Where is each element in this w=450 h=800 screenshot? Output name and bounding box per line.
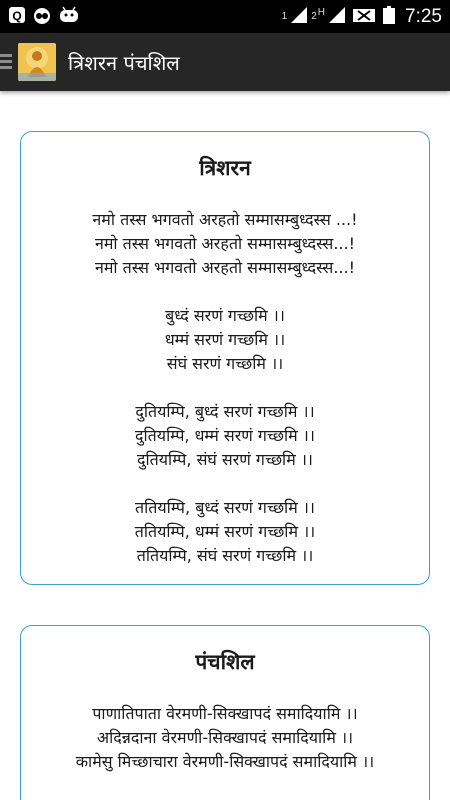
- verse-line: ततियम्पि, बुध्दं सरणं गच्छमि ।।: [135, 498, 315, 517]
- verse-line: नमो तस्स भगवतो अरहतो सम्मासम्बुध्दस्स...!: [94, 234, 356, 253]
- section-title: त्रिशरन: [199, 156, 251, 180]
- verse-line: ततियम्पि, धम्मं सरणं गच्छमि ।।: [134, 522, 316, 541]
- drawer-toggle-button[interactable]: [0, 33, 56, 91]
- system-indicators: [282, 6, 442, 28]
- verse-line: कामेसु मिच्छाचारा वेरमणी-सिक्खापदं समादियामि ।।: [75, 752, 375, 771]
- verse-line: अदिन्नदाना वेरमणी-सिक्खापदं समादियामि ।।: [96, 728, 354, 747]
- android-debug-icon: [58, 6, 80, 28]
- scroll-content[interactable]: [0, 91, 450, 800]
- svg-text:Q: Q: [12, 8, 22, 23]
- panchashil-card: [20, 625, 430, 800]
- action-bar: [0, 33, 450, 91]
- verse-line: नमो तस्स भगवतो अरहतो सम्मासम्बुध्दस्स...!: [94, 258, 356, 277]
- verse-line: धम्मं सरणं गच्छमि ।।: [164, 330, 286, 349]
- verse-group: [21, 702, 429, 774]
- no-wifi-icon: [353, 7, 375, 27]
- signal-icon-2: [329, 7, 345, 27]
- section-title: पंचशिल: [195, 650, 255, 674]
- clock: 7:25: [405, 5, 442, 27]
- menu-icon: [0, 53, 16, 71]
- sim-number: 1: [281, 11, 288, 22]
- verse-line: दुतियम्पि, संघं सरणं गच्छमि ।।: [137, 450, 313, 469]
- network-type: H: [317, 7, 326, 18]
- verse-line: बुध्दं सरणं गच्छमि ।।: [165, 306, 285, 325]
- verse-line: दुतियम्पि, धम्मं सरणं गच्छमि ।।: [135, 426, 315, 445]
- app-title: त्रिशरन पंचशिल: [68, 50, 180, 75]
- verse-line: संघं सरणं गच्छमि ।।: [166, 354, 284, 373]
- app-notification-icon: [32, 6, 52, 28]
- battery-icon: [383, 6, 395, 28]
- verse-line: ततियम्पि, संघं सरणं गच्छमि ।।: [136, 546, 314, 565]
- status-bar: [0, 0, 450, 33]
- quora-notification-icon: [8, 6, 26, 28]
- verse-line: दुतियम्पि, बुध्दं सरणं गच्छमि ।।: [135, 402, 315, 421]
- notification-icons: [8, 6, 80, 28]
- verse-group: [21, 400, 429, 472]
- verse-group: [21, 496, 429, 568]
- verse-group: [21, 208, 429, 280]
- signal-icon: [291, 7, 307, 27]
- network-number: 2: [311, 11, 317, 22]
- app-logo: [18, 43, 56, 81]
- verse-line: नमो तस्स भगवतो अरहतो सम्मासम्बुध्दस्स ...!: [92, 210, 358, 229]
- verse-group: [21, 304, 429, 376]
- trisharan-card: [20, 131, 430, 585]
- verse-line: पाणातिपाता वेरमणी-सिक्खापदं समादियामि ।।: [92, 704, 358, 723]
